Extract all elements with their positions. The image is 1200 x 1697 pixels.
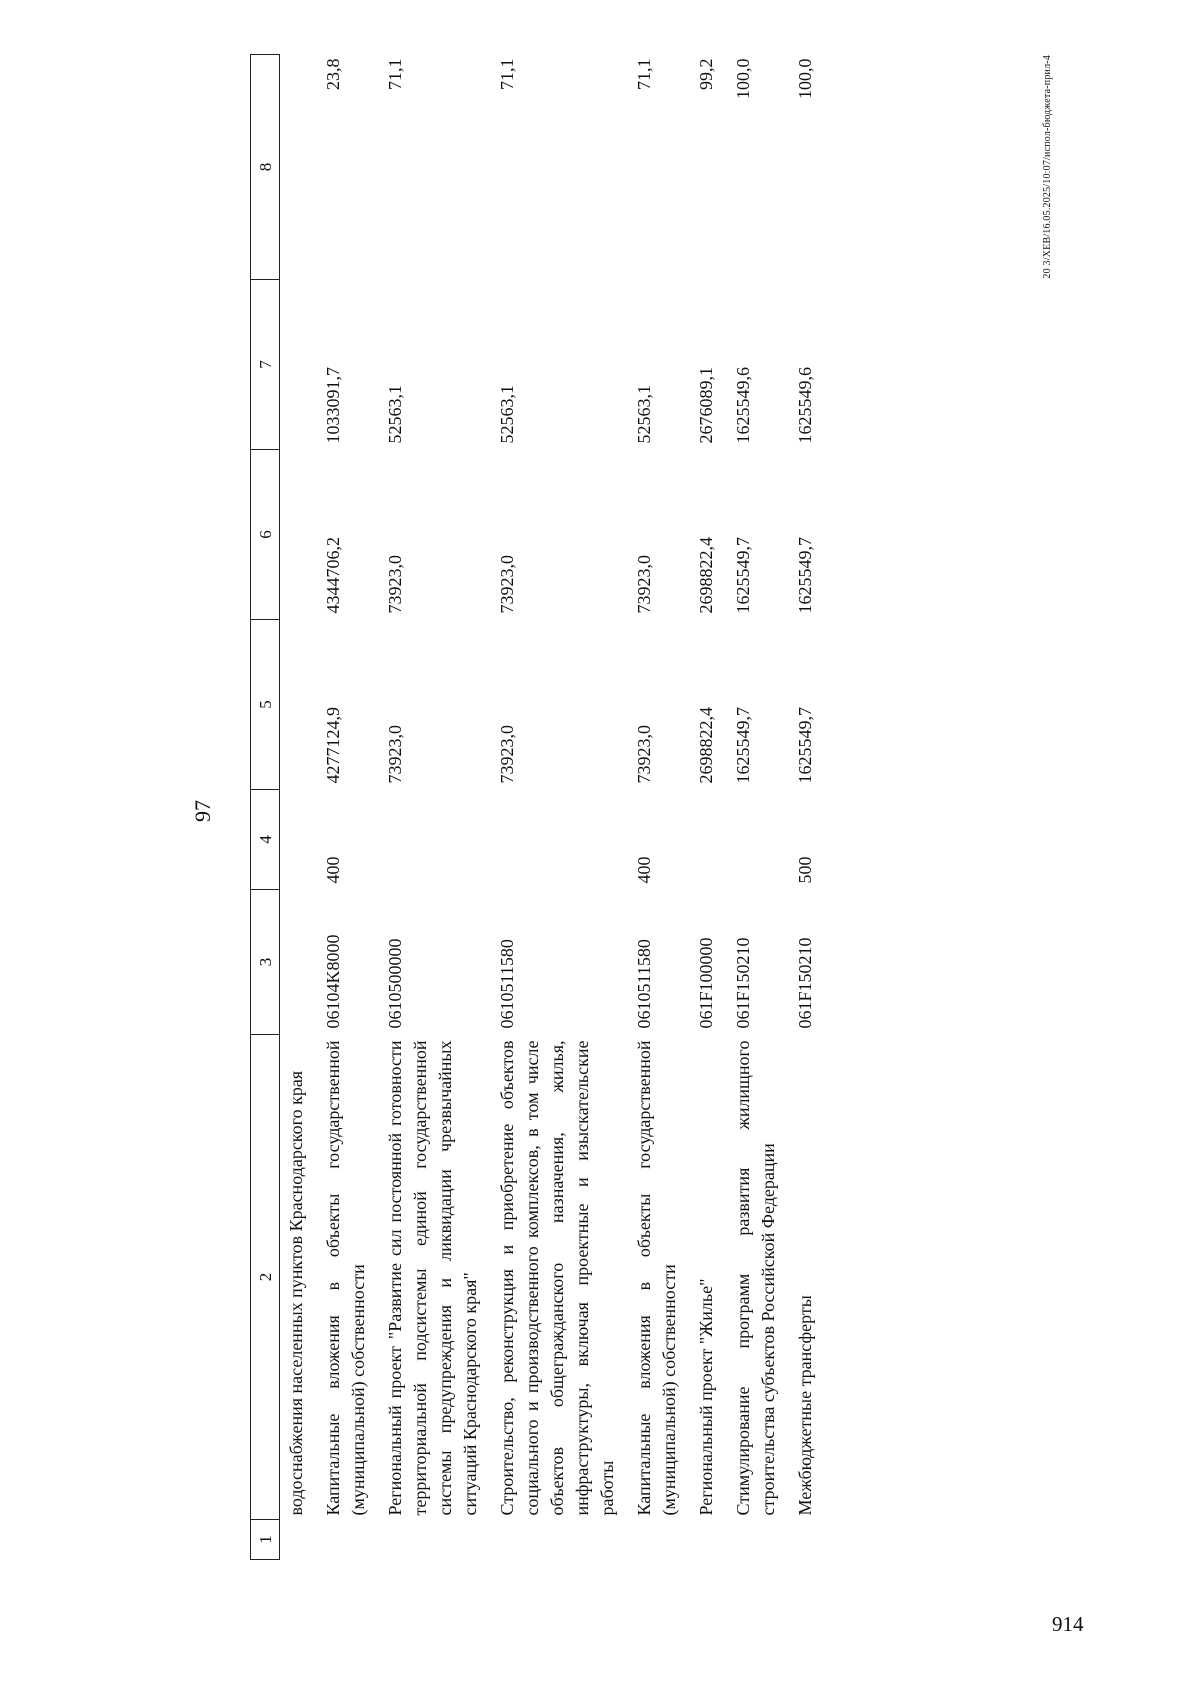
- row-code: 0610511580: [497, 939, 517, 1029]
- header-cell: 3: [251, 890, 280, 1035]
- row-col7: 1033091,7: [323, 367, 343, 444]
- row-col5: 2698822,4: [696, 707, 716, 784]
- table-row: [371, 55, 483, 1560]
- row-name: Межбюджетные трансферты: [795, 1295, 815, 1516]
- row-col5: 1625549,7: [795, 707, 815, 784]
- header-cell: 1: [251, 1520, 280, 1560]
- row-col6: 73923,0: [385, 555, 405, 614]
- row-type: [719, 790, 781, 890]
- header-cell: 4: [251, 790, 280, 890]
- row-code: 061F100000: [696, 937, 716, 1029]
- row-name: Капитальные вложения в объекты государственной (муниципальной) собственности: [634, 1040, 679, 1516]
- table-row: [719, 55, 781, 1560]
- header-row: [251, 55, 280, 1560]
- row-col6: 2698822,4: [696, 537, 716, 614]
- table-row: [682, 55, 719, 1560]
- row-col8: 100,0: [795, 58, 815, 99]
- row-col7: 2676089,1: [696, 367, 716, 444]
- row-col7: [280, 280, 310, 450]
- row-col8: 71,1: [634, 58, 654, 90]
- row-col8: [280, 55, 310, 280]
- row-col8: 71,1: [385, 58, 405, 90]
- table-row: [483, 55, 620, 1560]
- row-type: 400: [634, 856, 654, 884]
- row-col6: 1625549,7: [733, 537, 753, 614]
- row-col6: 73923,0: [634, 555, 654, 614]
- row-type: [280, 790, 310, 890]
- row-col5: 73923,0: [634, 725, 654, 784]
- row-col8: 23,8: [323, 58, 343, 90]
- row-col6: [280, 450, 310, 620]
- row-index-cell: [483, 1520, 620, 1560]
- table-page-number: 97: [190, 800, 215, 822]
- row-name: Региональный проект "Развитие сил постоянной готовности территориальной подсистемы единой государственной системы предупреждения и ликвидации чрезвычайных ситуаций Краснодарского края": [385, 1040, 480, 1516]
- table-row: [280, 55, 310, 1560]
- row-index-cell: [682, 1520, 719, 1560]
- row-col5: 1625549,7: [733, 707, 753, 784]
- header-cell: 7: [251, 280, 280, 450]
- row-name: Стимулирование программ развития жилищного строительства субъектов Российской Федерации: [733, 1040, 778, 1516]
- budget-table: [250, 54, 818, 1560]
- header-cell: 8: [251, 55, 280, 280]
- table-row: [309, 55, 371, 1560]
- row-index-cell: [719, 1520, 781, 1560]
- header-cell: 5: [251, 620, 280, 790]
- row-col6: 73923,0: [497, 555, 517, 614]
- rotated-page-content: [165, 55, 1053, 1560]
- row-col5: 73923,0: [497, 725, 517, 784]
- row-code: 0610511580: [634, 939, 654, 1029]
- row-code: 0610500000: [385, 938, 405, 1029]
- row-index-cell: [781, 1520, 818, 1560]
- row-index-cell: [620, 1520, 682, 1560]
- row-col5: [280, 620, 310, 790]
- row-type: [371, 790, 483, 890]
- row-col5: 4277124,9: [323, 707, 343, 784]
- row-type: 400: [323, 856, 343, 884]
- page-number: 914: [1052, 1612, 1084, 1636]
- row-name: водоснабжения населенных пунктов Краснодарского края: [286, 1070, 306, 1516]
- document-footer-code: 20 3/XEB/16.05.2025/10:07/испол-бюджета-прил-4: [1042, 55, 1053, 279]
- row-col7: 52563,1: [385, 385, 405, 444]
- table-row: [620, 55, 682, 1560]
- row-col8: 71,1: [497, 58, 517, 90]
- row-col7: 1625549,6: [795, 367, 815, 444]
- row-name: Строительство, реконструкция и приобретение объектов социального и производственного комплексов, в том числе объектов общегражданского назначения, жилья, инфраструктуры, включая проектные и изыскательские работы: [497, 1040, 617, 1516]
- row-col6: 4344706,2: [323, 537, 343, 614]
- row-type: [682, 790, 719, 890]
- row-type: [483, 790, 620, 890]
- row-col7: 52563,1: [634, 385, 654, 444]
- row-index-cell: [309, 1520, 371, 1560]
- row-code: 061F150210: [733, 937, 753, 1029]
- row-name: Капитальные вложения в объекты государственной (муниципальной) собственности: [323, 1040, 368, 1516]
- row-col5: 73923,0: [385, 725, 405, 784]
- header-cell: 6: [251, 450, 280, 620]
- row-index-cell: [371, 1520, 483, 1560]
- row-col8: 99,2: [696, 58, 716, 90]
- row-index-cell: [280, 1520, 310, 1560]
- row-code: 06104K8000: [323, 934, 343, 1029]
- row-col8: 100,0: [733, 58, 753, 99]
- row-code: 061F150210: [795, 937, 815, 1029]
- row-col6: 1625549,7: [795, 537, 815, 614]
- row-name: Региональный проект "Жилье": [696, 1278, 716, 1516]
- header-cell: 2: [251, 1035, 280, 1520]
- row-col7: 1625549,6: [733, 367, 753, 444]
- row-code: [280, 890, 310, 1035]
- row-type: 500: [795, 856, 815, 884]
- row-col7: 52563,1: [497, 385, 517, 444]
- table-row: [781, 55, 818, 1560]
